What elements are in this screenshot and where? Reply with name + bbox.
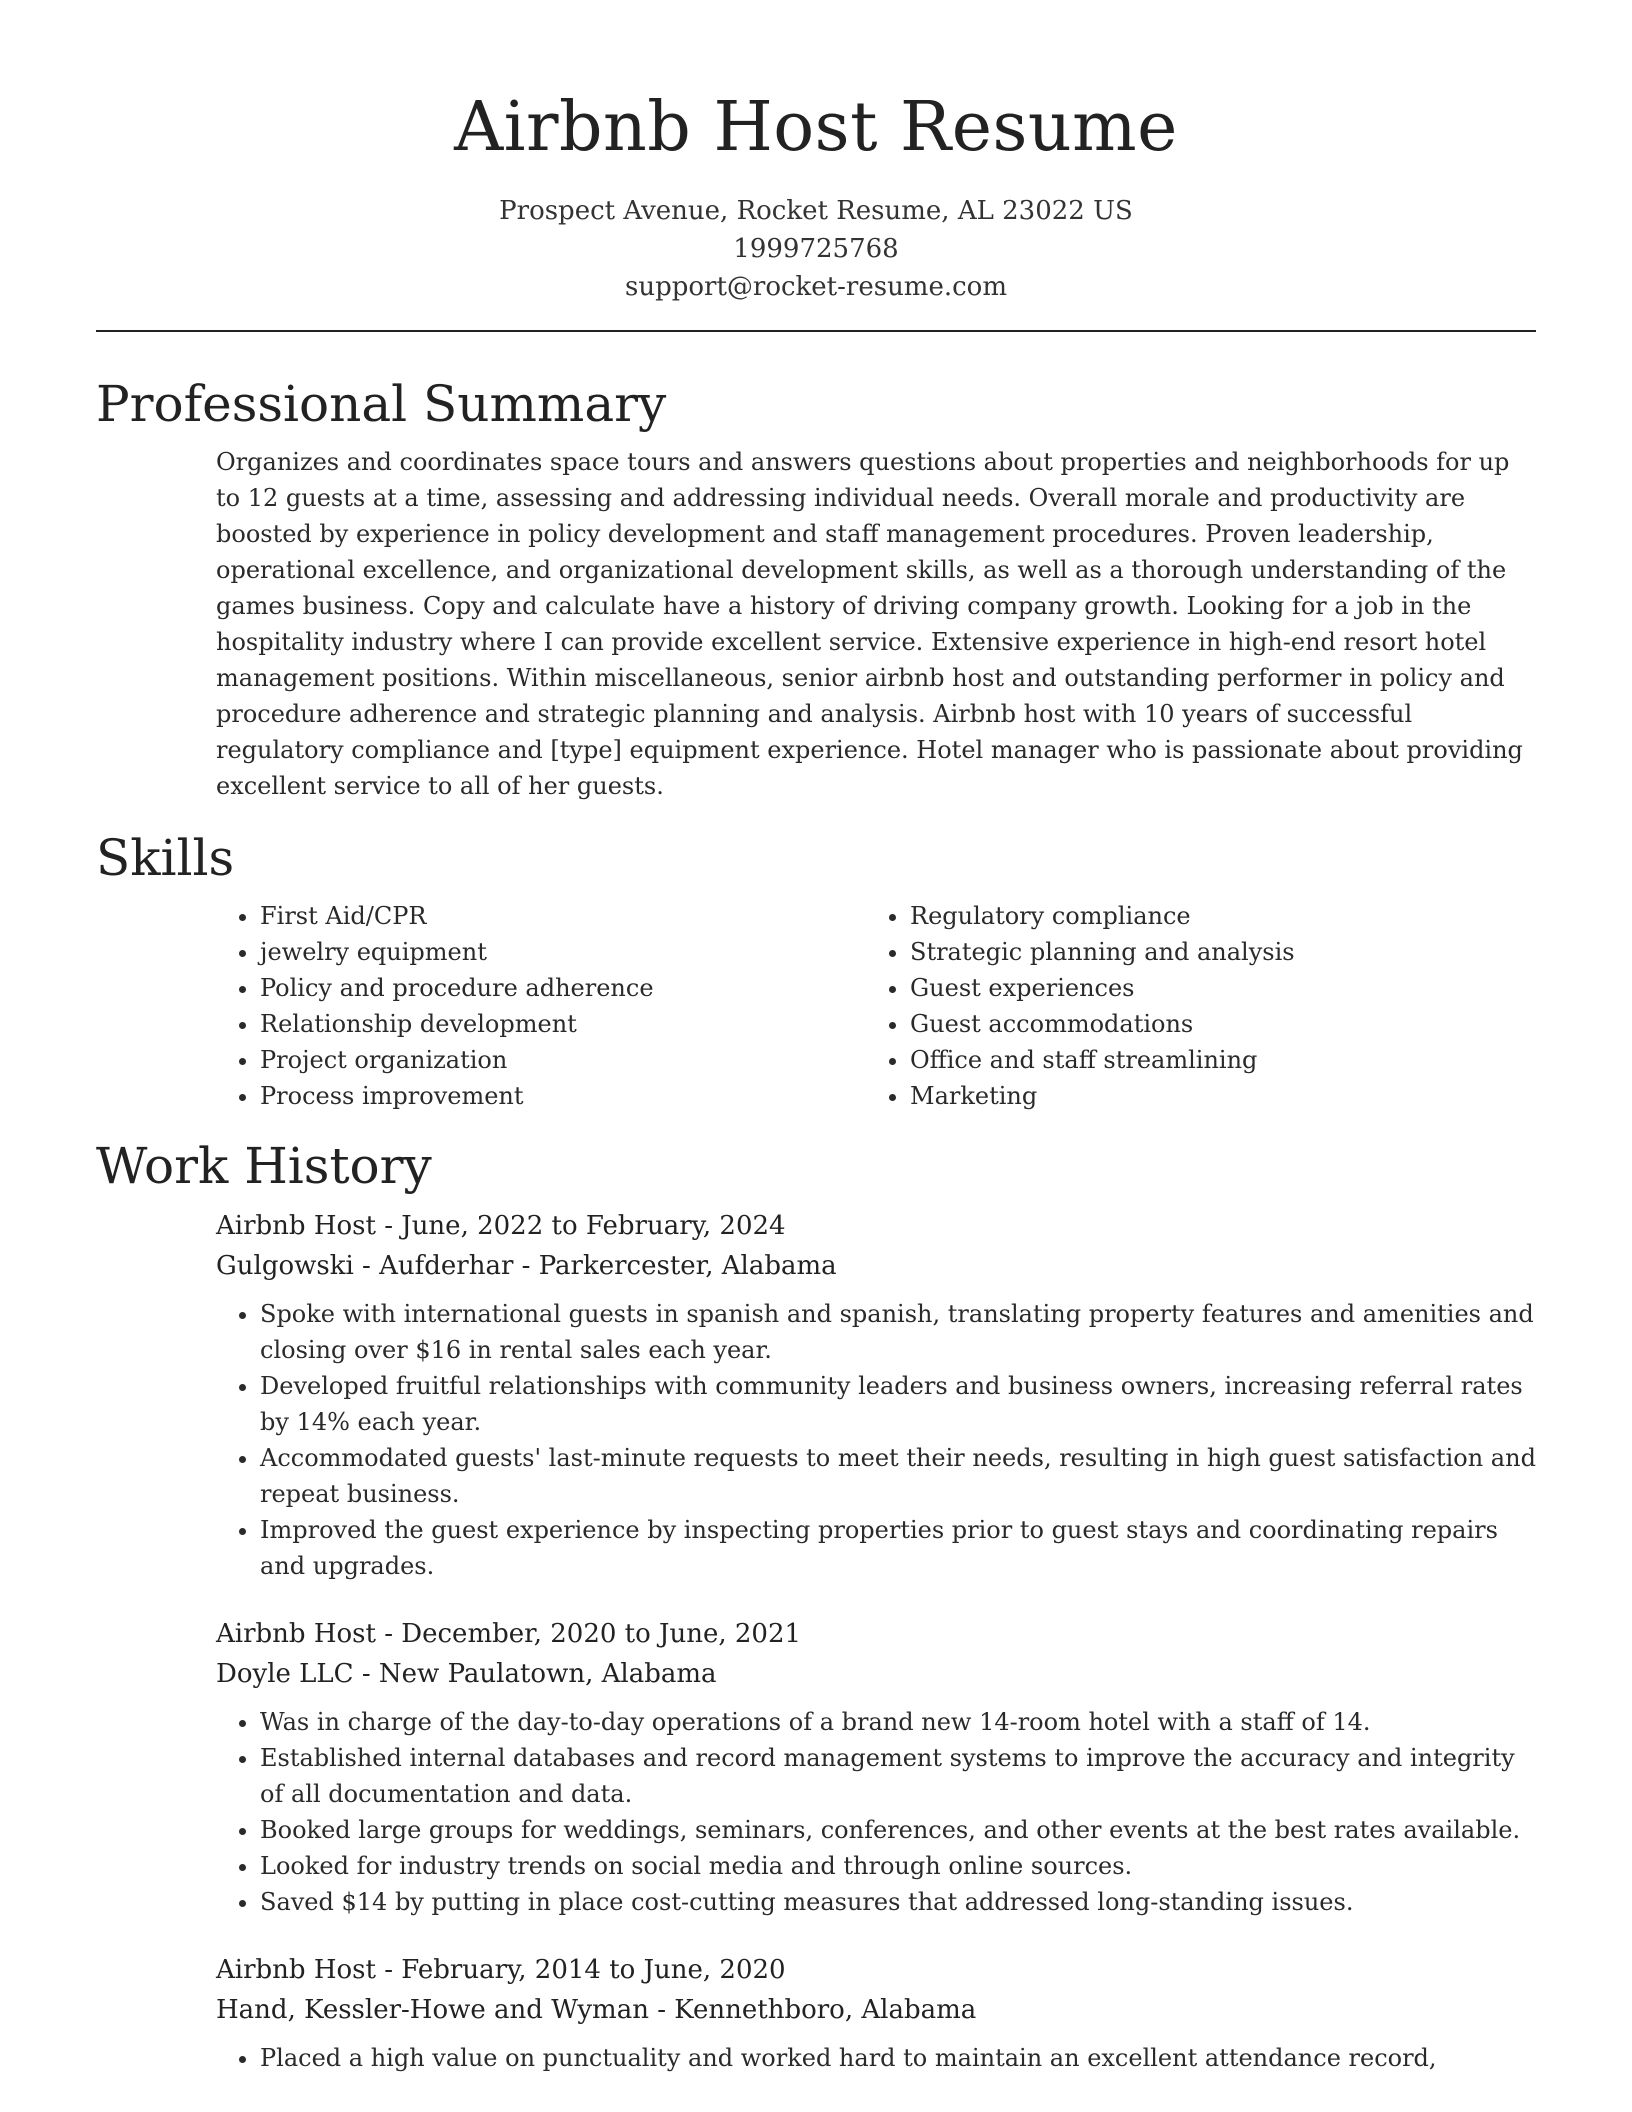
skills-heading: Skills xyxy=(96,829,235,887)
header-divider xyxy=(96,330,1536,332)
skill-item: • First Aid/CPR xyxy=(260,898,866,934)
job-bullet: • Saved $14 by putting in place cost-cutting measures that addressed long-standing issues. xyxy=(260,1884,1536,1920)
skill-item: • Regulatory compliance xyxy=(910,898,1516,934)
job-bullets xyxy=(216,1296,1536,1584)
resume-title: Airbnb Host Resume xyxy=(454,88,1178,167)
contact-phone: 1999725768 xyxy=(733,234,899,264)
job-bullet: • Looked for industry trends on social media and through online sources. xyxy=(260,1848,1536,1884)
skills-column-right xyxy=(866,898,1516,1114)
job-company-line: Doyle LLC - New Paulatown, Alabama xyxy=(216,1659,717,1689)
resume-header xyxy=(96,0,1536,306)
skill-item: • Guest experiences xyxy=(910,970,1516,1006)
contact-address: Prospect Avenue, Rocket Resume, AL 23022 US xyxy=(499,196,1133,226)
job-role-line: Airbnb Host - February, 2014 to June, 2020 xyxy=(216,1955,786,1985)
job-entry xyxy=(216,1950,1536,2076)
job-bullet: • Booked large groups for weddings, seminars, conferences, and other events at the best rates available. xyxy=(260,1812,1536,1848)
job-company: Doyle LLC xyxy=(216,1659,354,1689)
work-history-heading: Work History xyxy=(96,1137,432,1195)
skill-item: • Relationship development xyxy=(260,1006,866,1042)
job-location: Parkercester, Alabama xyxy=(538,1251,837,1281)
job-company-line: Hand, Kessler-Howe and Wyman - Kennethboro, Alabama xyxy=(216,1995,977,2025)
job-company: Gulgowski - Aufderhar xyxy=(216,1251,514,1281)
resume-page xyxy=(96,0,1536,2076)
job-location: New Paulatown, Alabama xyxy=(378,1659,717,1689)
summary-paragraph: Organizes and coordinates space tours and answers questions about properties and neighborhoods for up to 12 guests at a time, assessing and addressing individual needs. Overall morale and productivity are boosted by experience in policy development and staff management procedures. Proven leadership, operational excellence, and organizational development skills, as well as a thorough understanding of the games business. Copy and calculate have a history of driving company growth. Looking for a job in the hospitality industry where I can provide excellent service. Extensive experience in high-end resort hotel management positions. Within miscellaneous, senior airbnb host and outstanding performer in policy and procedure adherence and strategic planning and analysis. Airbnb host with 10 years of successful regulatory compliance and [type] equipment experience. Hotel manager who is passionate about providing excellent service to all of her guests. xyxy=(216,448,1523,800)
job-bullet: • Improved the guest experience by inspecting properties prior to guest stays and coordinating repairs and upgrades. xyxy=(260,1512,1536,1584)
job-location: Kennethboro, Alabama xyxy=(674,1995,977,2025)
job-role: Airbnb Host xyxy=(216,1619,376,1649)
job-bullets xyxy=(216,1704,1536,1920)
skill-item: • jewelry equipment xyxy=(260,934,866,970)
job-entry xyxy=(216,1206,1536,1584)
job-bullet: • Accommodated guests' last-minute requests to meet their needs, resulting in high guest satisfaction and repeat business. xyxy=(260,1440,1536,1512)
job-role: Airbnb Host xyxy=(216,1955,376,1985)
skills-column-left xyxy=(216,898,866,1114)
job-bullet: • Was in charge of the day-to-day operations of a brand new 14-room hotel with a staff of 14. xyxy=(260,1704,1536,1740)
skill-item: • Process improvement xyxy=(260,1078,866,1114)
skill-item: • Policy and procedure adherence xyxy=(260,970,866,1006)
contact-email: support@rocket-resume.com xyxy=(624,272,1007,302)
job-bullet: • Spoke with international guests in spanish and spanish, translating property features and amenities and closing over $16 in rental sales each year. xyxy=(260,1296,1536,1368)
job-bullet: • Developed fruitful relationships with community leaders and business owners, increasing referral rates by 14% each year. xyxy=(260,1368,1536,1440)
job-company-line: Gulgowski - Aufderhar - Parkercester, Alabama xyxy=(216,1251,837,1281)
job-role-line: Airbnb Host - June, 2022 to February, 2024 xyxy=(216,1211,786,1241)
contact-block xyxy=(96,192,1536,306)
skills-list xyxy=(216,898,1536,1114)
job-dates: February, 2014 to June, 2020 xyxy=(401,1955,786,1985)
job-dates: June, 2022 to February, 2024 xyxy=(401,1211,786,1241)
summary-heading: Professional Summary xyxy=(96,375,667,433)
job-dates: December, 2020 to June, 2021 xyxy=(401,1619,802,1649)
job-bullet: • Placed a high value on punctuality and worked hard to maintain an excellent attendance record, xyxy=(260,2040,1536,2076)
skill-item: • Strategic planning and analysis xyxy=(910,934,1516,970)
skill-item: • Guest accommodations xyxy=(910,1006,1516,1042)
job-role: Airbnb Host xyxy=(216,1211,376,1241)
skill-item: • Office and staff streamlining xyxy=(910,1042,1516,1078)
skill-item: • Marketing xyxy=(910,1078,1516,1114)
skill-item: • Project organization xyxy=(260,1042,866,1078)
job-bullet: • Established internal databases and record management systems to improve the accuracy and integrity of all documentation and data. xyxy=(260,1740,1536,1812)
job-bullets xyxy=(216,2040,1536,2076)
job-entry xyxy=(216,1614,1536,1920)
job-company: Hand, Kessler-Howe and Wyman xyxy=(216,1995,649,2025)
job-role-line: Airbnb Host - December, 2020 to June, 2021 xyxy=(216,1619,802,1649)
